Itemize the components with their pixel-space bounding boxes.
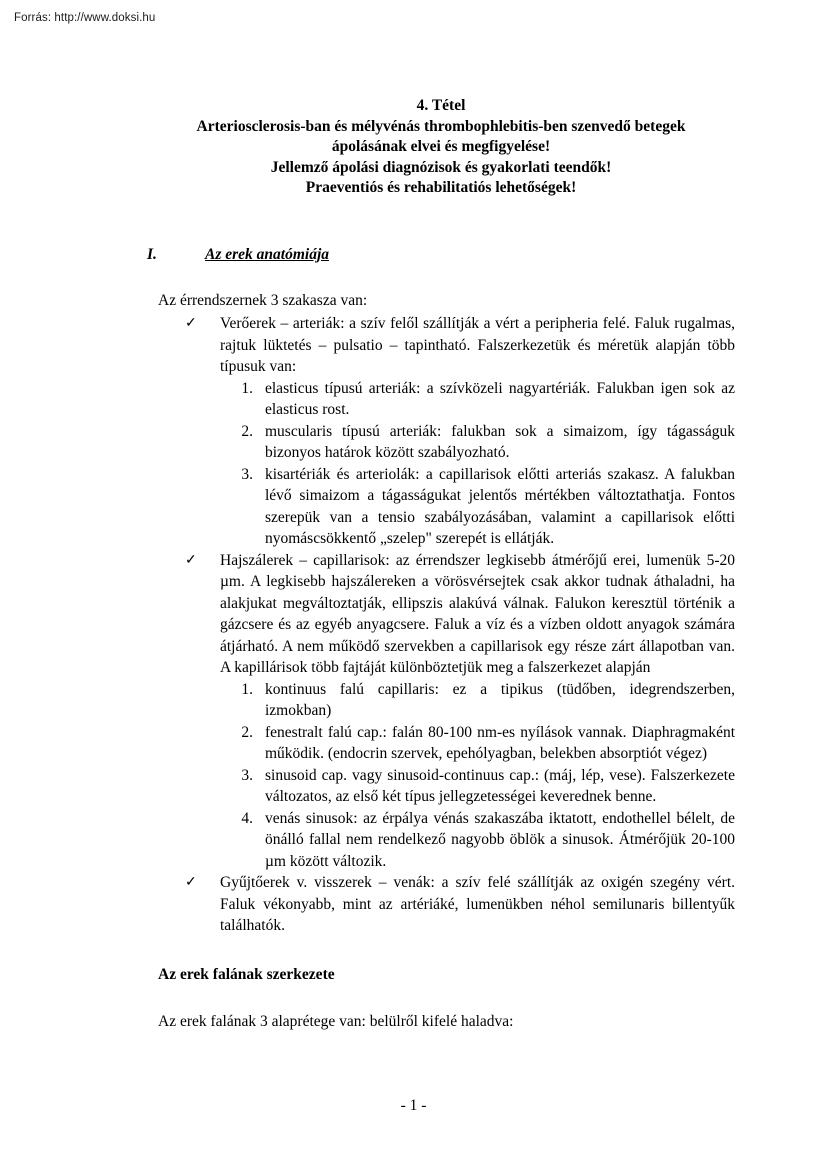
title-line-3: ápolásának elvei és megfigyelése! (331, 138, 551, 155)
list-item (158, 313, 735, 378)
list-item-text: sinusoid cap. vagy sinusoid-continuus cap.: (máj, lép, vese). Falszerkezete változatos, az első két típus jellegzetességei keverednek benne. (265, 766, 735, 805)
list-item (219, 464, 735, 550)
list-item (219, 765, 735, 808)
document-title-block (147, 96, 735, 199)
source-watermark: Forrás: http://www.doksi.hu (14, 12, 156, 24)
list-item-text: Hajszálerek – capillarisok: az érrendszer legkisebb átmérőjű erei, lumenük 5-20 µm. A legkisebb hajszálereken a vörösvérsejtek csak akkor tudnak áthaladni, ha alakjukat megváltoztatják, ellipszis alakúvá válnak. Falukon keresztül történik a gázcsere és az egyéb anyagcsere. Faluk a víz és a vízben oldott anyagok számára átjárható. A nem működő szervekben a capillarisok egy része zárt állapotban van. A kapillárisok több fajtáját különböztetjük meg a falszerkezet alapján (220, 551, 735, 676)
section-heading (147, 246, 735, 264)
title-line-4: Jellemző ápolási diagnózisok és gyakorlati teendők! (270, 158, 612, 176)
section-lead-paragraph: Az érrendszernek 3 szakasza van: (158, 291, 368, 309)
capillary-subtype-list (147, 679, 735, 873)
list-item (219, 421, 735, 464)
list-item (158, 550, 735, 679)
vessel-type-list (147, 313, 735, 937)
list-marker: 3. (241, 766, 253, 784)
section-heading-text: Az erek anatómiája (205, 245, 330, 263)
list-item-text: Verőerek – arteriák: a szív felől szállítják a vért a peripheria felé. Faluk rugalmas, rajtuk lüktetés – pulsatio – tapintható. Falszerkezetük és méretük alapján több típusuk van: (220, 315, 735, 375)
list-item (219, 722, 735, 765)
artery-subtype-list (147, 378, 735, 550)
list-item-text: venás sinusok: az érpálya vénás szakaszába iktatott, endothellel bélelt, de önálló fallal nem rendelkező nagyobb öblök a sinusok. Átmérőjük 20-100 µm között változik. (265, 809, 735, 870)
section-roman-numeral: I. (147, 245, 157, 263)
list-item (158, 872, 735, 937)
check-icon: ✓ (185, 316, 197, 331)
list-item-text: elasticus típusú arteriák: a szívközeli nagyartériák. Falukban igen sok az elasticus rost. (265, 379, 735, 418)
list-marker: 1. (241, 680, 253, 698)
list-item-text: kisartériák és arteriolák: a capillarisok előtti arteriás szakasz. A falukban lévő simaizom a tágasságukat jelentős mértékben változtathatja. Fontos szerepük van a tensio szabályozásában, valamint a capillarisok előtti nyomáscsökkentő „szelep" szerepét is ellátják. (265, 465, 735, 547)
list-marker: 2. (241, 723, 253, 741)
page-number: - 1 - (400, 1097, 427, 1114)
check-icon: ✓ (185, 875, 197, 890)
list-item (219, 378, 735, 421)
list-marker: 2. (241, 422, 253, 440)
list-item-text: Gyűjtőerek v. visszerek – venák: a szív felé szállítják az oxigén szegény vért. Faluk vékonyabb, mint az artériáké, lumenükben néhol semilunaris billentyűk találhatók. (220, 874, 735, 934)
list-item (219, 808, 735, 873)
check-icon: ✓ (185, 552, 197, 568)
list-item (219, 679, 735, 722)
list-item-text: kontinuus falú capillaris: ez a tipikus (tüdőben, idegrendszerben, izmokban) (265, 680, 735, 719)
list-marker: 3. (241, 465, 253, 483)
sub-heading: Az erek falának szerkezete (158, 965, 335, 983)
page-content (147, 96, 735, 1033)
list-item-text: muscularis típusú arteriák: falukban sok a simaizom, így tágasságuk bizonyos határok között szabályozható. (265, 422, 735, 461)
title-line-1: 4. Tétel (416, 97, 466, 114)
title-line-5: Praeventiós és rehabilitatiós lehetőségek! (305, 179, 577, 196)
title-line-2: Arteriosclerosis-ban és mélyvénás thrombophlebitis-ben szenvedő betegek (196, 117, 686, 135)
list-marker: 4. (241, 809, 253, 827)
list-marker: 1. (241, 379, 253, 397)
list-item-text: fenestralt falú cap.: falán 80-100 nm-es nyílások vannak. Diaphragmaként működik. (endocrin szervek, epehólyagban, belekben absorptiót végez) (265, 723, 735, 762)
closing-paragraph: Az erek falának 3 alaprétege van: belülről kifelé haladva: (158, 1013, 514, 1030)
